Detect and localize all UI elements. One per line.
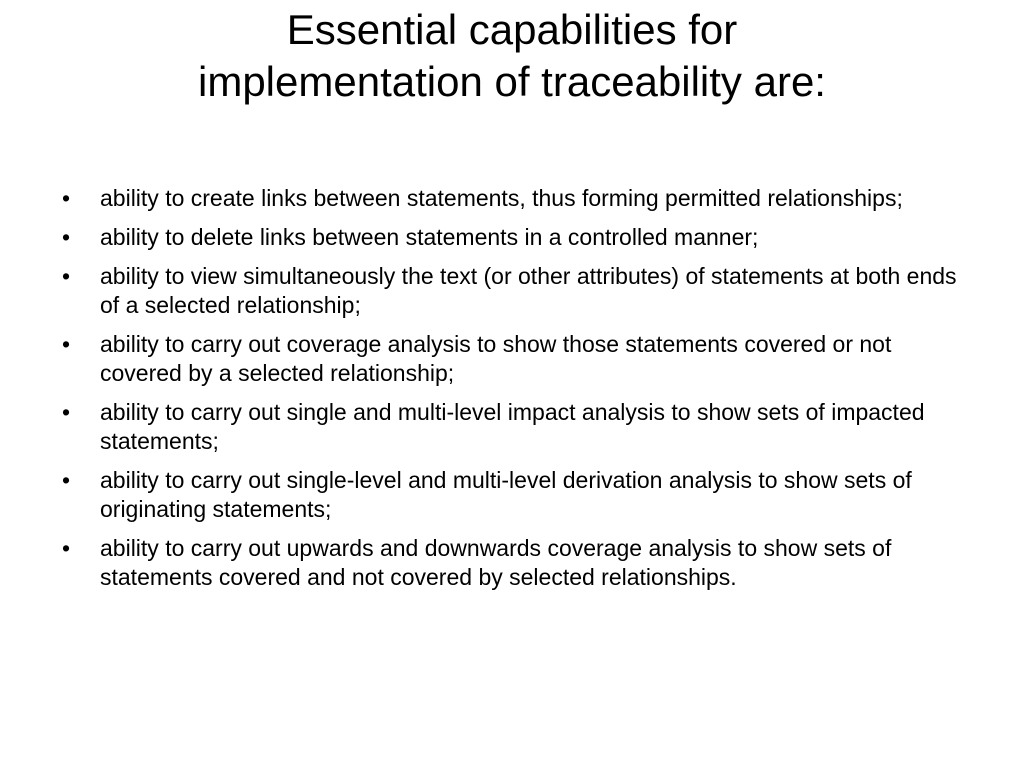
bullet-dot-icon: • [62, 185, 71, 211]
bullet-dot-icon: • [62, 535, 71, 561]
bullet-text-6: ability to carry out single-level and multi-level derivation analysis to show sets of originating statements; [100, 467, 912, 522]
bullet-item-2 [62, 223, 972, 252]
bullet-item-6 [62, 466, 972, 524]
slide-title [60, 0, 964, 108]
title-line-2: implementation of traceability are: [198, 58, 826, 105]
bullet-dot-icon: • [62, 263, 71, 289]
bullet-text-5: ability to carry out single and multi-level impact analysis to show sets of impacted statements; [100, 399, 925, 454]
bullet-text-1: ability to create links between statements, thus forming permitted relationships; [100, 185, 903, 211]
title-line-1: Essential capabilities for [286, 6, 738, 53]
bullet-text-2: ability to delete links between statements in a controlled manner; [100, 224, 759, 250]
bullet-dot-icon: • [62, 467, 71, 493]
bullet-item-5 [62, 398, 972, 456]
bullet-text-7: ability to carry out upwards and downwards coverage analysis to show sets of statements covered and not covered by selected relationships. [100, 535, 892, 590]
bullet-dot-icon: • [62, 224, 71, 250]
bullet-dot-icon: • [62, 331, 71, 357]
bullet-text-3: ability to view simultaneously the text (or other attributes) of statements at both ends of a selected relationship; [100, 263, 957, 318]
bullet-text-4: ability to carry out coverage analysis to show those statements covered or not covered by a selected relationship; [100, 331, 892, 386]
bullet-item-1 [62, 184, 972, 213]
bullet-list [62, 184, 972, 602]
bullet-item-3 [62, 262, 972, 320]
bullet-item-4 [62, 330, 972, 388]
bullet-dot-icon: • [62, 399, 71, 425]
bullet-item-7 [62, 534, 972, 592]
